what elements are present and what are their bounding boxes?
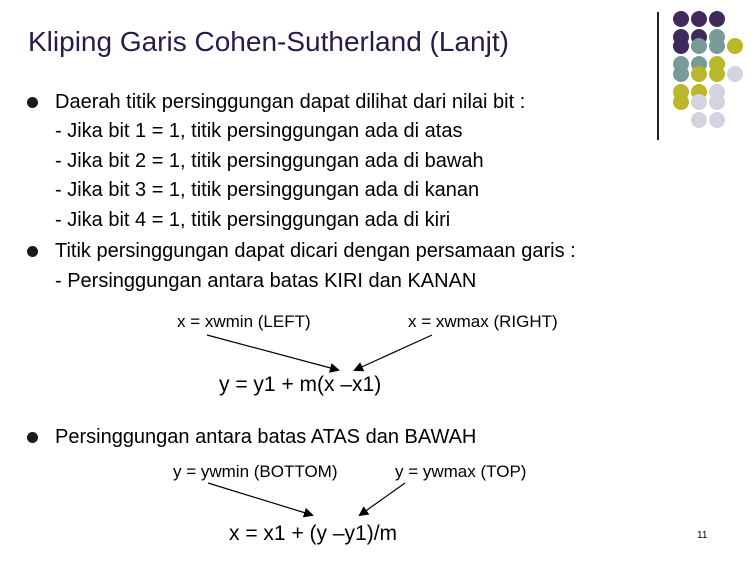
diagram1-right-label: x = xwmax (RIGHT)	[408, 312, 558, 331]
diagram1-equation: y = y1 + m(x –x1)	[219, 373, 382, 396]
bullet3-line: Persinggungan antara batas ATAS dan BAWAH	[55, 426, 477, 448]
arrow-right-to-eq1	[355, 335, 432, 370]
bullet1-line: - Jika bit 1 = 1, titik persinggungan ada di atas	[55, 120, 463, 142]
bullet1-line: - Jika bit 2 = 1, titik persinggungan ada di bawah	[55, 150, 484, 172]
diagram2-left-label: y = ywmin (BOTTOM)	[173, 462, 338, 481]
page-number: 11	[697, 530, 708, 541]
diagram2-right-label: y = ywmax (TOP)	[395, 462, 527, 481]
arrow-left-to-eq1	[207, 335, 338, 370]
bullet2-line: Titik persinggungan dapat dicari dengan persamaan garis :	[55, 240, 576, 262]
diagram1-left-label: x = xwmin (LEFT)	[177, 312, 311, 331]
arrow-left-to-eq2	[208, 483, 312, 515]
diagram2-equation: x = x1 + (y –y1)/m	[229, 522, 398, 545]
arrow-right-to-eq2	[360, 483, 405, 515]
bullet1-line: - Jika bit 4 = 1, titik persinggungan ada di kiri	[55, 209, 451, 231]
bullet1-line: - Jika bit 3 = 1, titik persinggungan ada di kanan	[55, 179, 480, 201]
slide-title: Kliping Garis Cohen-Sutherland (Lanjt)	[28, 26, 509, 57]
bullet2-line: - Persinggungan antara batas KIRI dan KANAN	[55, 270, 477, 292]
bullet1-line: Daerah titik persinggungan dapat dilihat dari nilai bit :	[55, 91, 526, 113]
